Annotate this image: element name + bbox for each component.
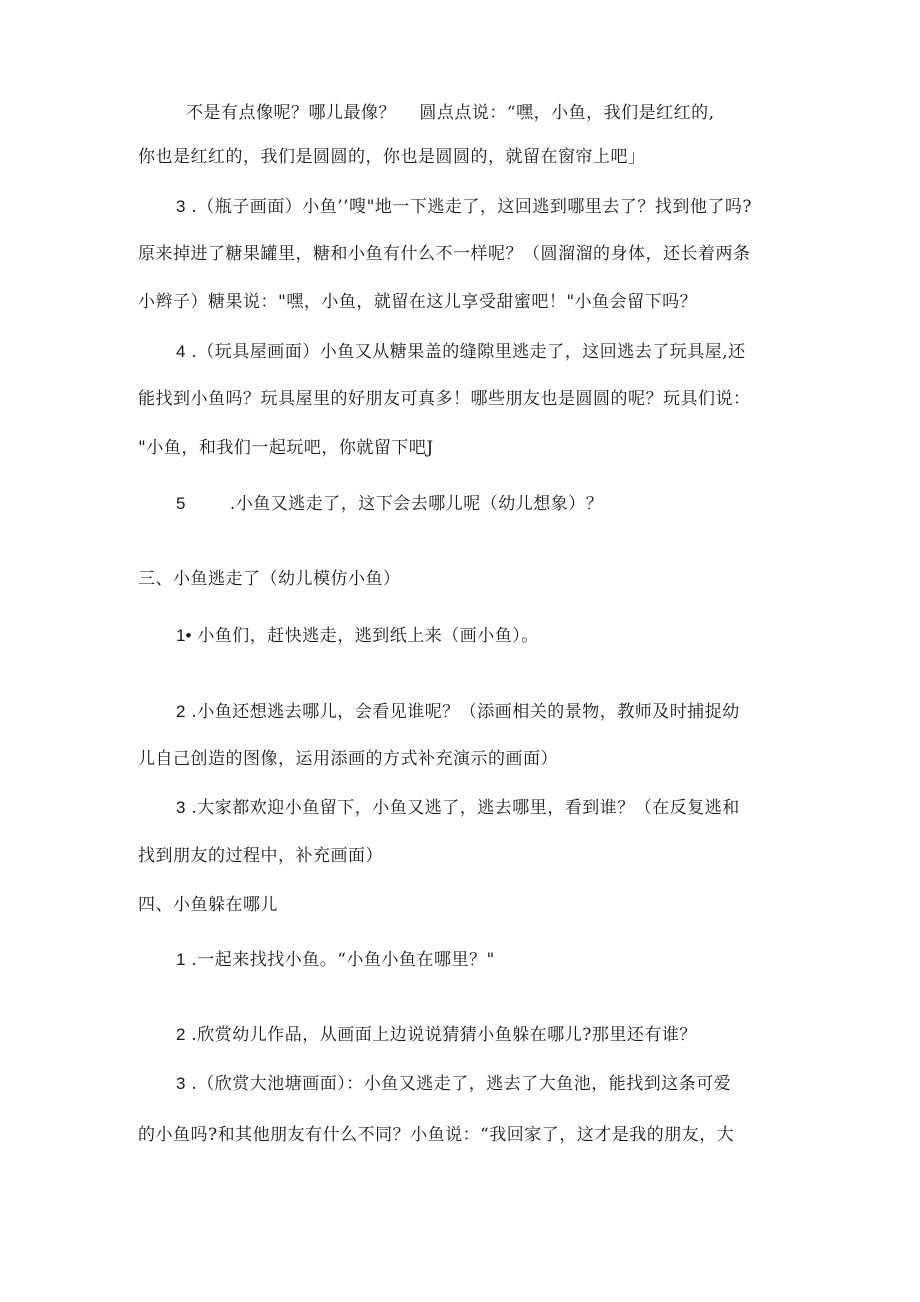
list-item bbox=[176, 196, 752, 218]
item-number: 3 bbox=[176, 798, 186, 817]
item-number: 4 bbox=[176, 342, 186, 361]
line-text: .大家都欢迎小鱼留下，小鱼又逃了，逃去哪里，看到谁？（在反复逃和 bbox=[191, 798, 740, 818]
list-item bbox=[176, 625, 539, 647]
text-line bbox=[138, 388, 751, 410]
section-heading bbox=[138, 568, 401, 590]
text-line bbox=[138, 1124, 734, 1146]
item-number: 1• bbox=[176, 626, 192, 645]
section-heading bbox=[138, 894, 278, 916]
line-text: .小鱼又逃走了，这下会去哪儿呢（幼儿想象）？ bbox=[229, 494, 604, 514]
line-text: .（欣赏大池塘画面）：小鱼又逃走了，逃去了大鱼池，能找到这条可爱 bbox=[191, 1074, 732, 1094]
line-text: 的小鱼吗?和其他朋友有什么不同？小鱼说：“我回家了，这才是我的朋友，大 bbox=[138, 1125, 735, 1145]
list-item bbox=[176, 493, 603, 515]
line-text: 三、小鱼逃走了（幼儿模仿小鱼） bbox=[138, 569, 401, 589]
text-line bbox=[138, 437, 434, 459]
item-number: 3 bbox=[176, 1074, 186, 1093]
line-text: .一起来找找小鱼。“小鱼小鱼在哪里？" bbox=[191, 950, 495, 970]
line-text: .欣赏幼儿作品，从画面上边说说猜猜小鱼躲在哪儿?那里还有谁？ bbox=[191, 1025, 697, 1045]
line-text: 你也是红红的，我们是圆圆的，你也是圆圆的，就留在窗帘上吧」 bbox=[138, 147, 646, 167]
text-line bbox=[138, 748, 558, 770]
item-number: 2 bbox=[176, 702, 186, 721]
line-text: 儿自己创造的图像，运用添画的方式补充演示的画面） bbox=[138, 749, 558, 769]
line-text: "小鱼，和我们一起玩吧，你就留下吧J bbox=[138, 438, 434, 458]
text-line bbox=[186, 102, 715, 124]
line-text: 四、小鱼躲在哪儿 bbox=[138, 895, 278, 915]
list-item bbox=[176, 797, 740, 819]
list-item bbox=[176, 701, 740, 723]
item-number: 5 bbox=[176, 494, 186, 513]
item-number: 3 bbox=[176, 197, 186, 216]
item-number: 2 bbox=[176, 1025, 186, 1044]
line-text: 小辫子）糖果说："嘿，小鱼，就留在这儿享受甜蜜吧！"小鱼会留下吗？ bbox=[138, 292, 698, 312]
line-text: .（瓶子画面）小鱼’’嗖"地一下逃走了，这回逃到哪里去了？找到他了吗? bbox=[191, 197, 753, 217]
line-text: 不是有点像呢？哪儿最像？ 圆点点说：“嘿，小鱼，我们是红红的, bbox=[186, 103, 715, 123]
list-item bbox=[176, 1024, 697, 1046]
item-number: 1 bbox=[176, 950, 186, 969]
text-line bbox=[138, 291, 697, 313]
list-item bbox=[176, 949, 495, 971]
line-text: .（玩具屋画面）小鱼又从糖果盖的缝隙里逃走了，这回逃去了玩具屋,还 bbox=[191, 342, 746, 362]
list-item bbox=[176, 1073, 731, 1095]
text-line bbox=[138, 243, 751, 265]
text-line bbox=[138, 146, 646, 168]
line-text: 找到朋友的过程中，补充画面） bbox=[138, 846, 383, 866]
line-text: 原来掉进了糖果罐里，糖和小鱼有什么不一样呢？（圆溜溜的身体，还长着两条 bbox=[138, 244, 751, 264]
text-line bbox=[138, 845, 383, 867]
list-item bbox=[176, 341, 746, 363]
line-text: 能找到小鱼吗？玩具屋里的好朋友可真多！哪些朋友也是圆圆的呢？玩具们说： bbox=[138, 389, 751, 409]
line-text: .小鱼还想逃去哪儿，会看见谁呢？（添画相关的景物，教师及时捕捉幼 bbox=[191, 702, 740, 722]
line-text: 小鱼们，赶快逃走，逃到纸上来（画小鱼）。 bbox=[197, 626, 539, 646]
